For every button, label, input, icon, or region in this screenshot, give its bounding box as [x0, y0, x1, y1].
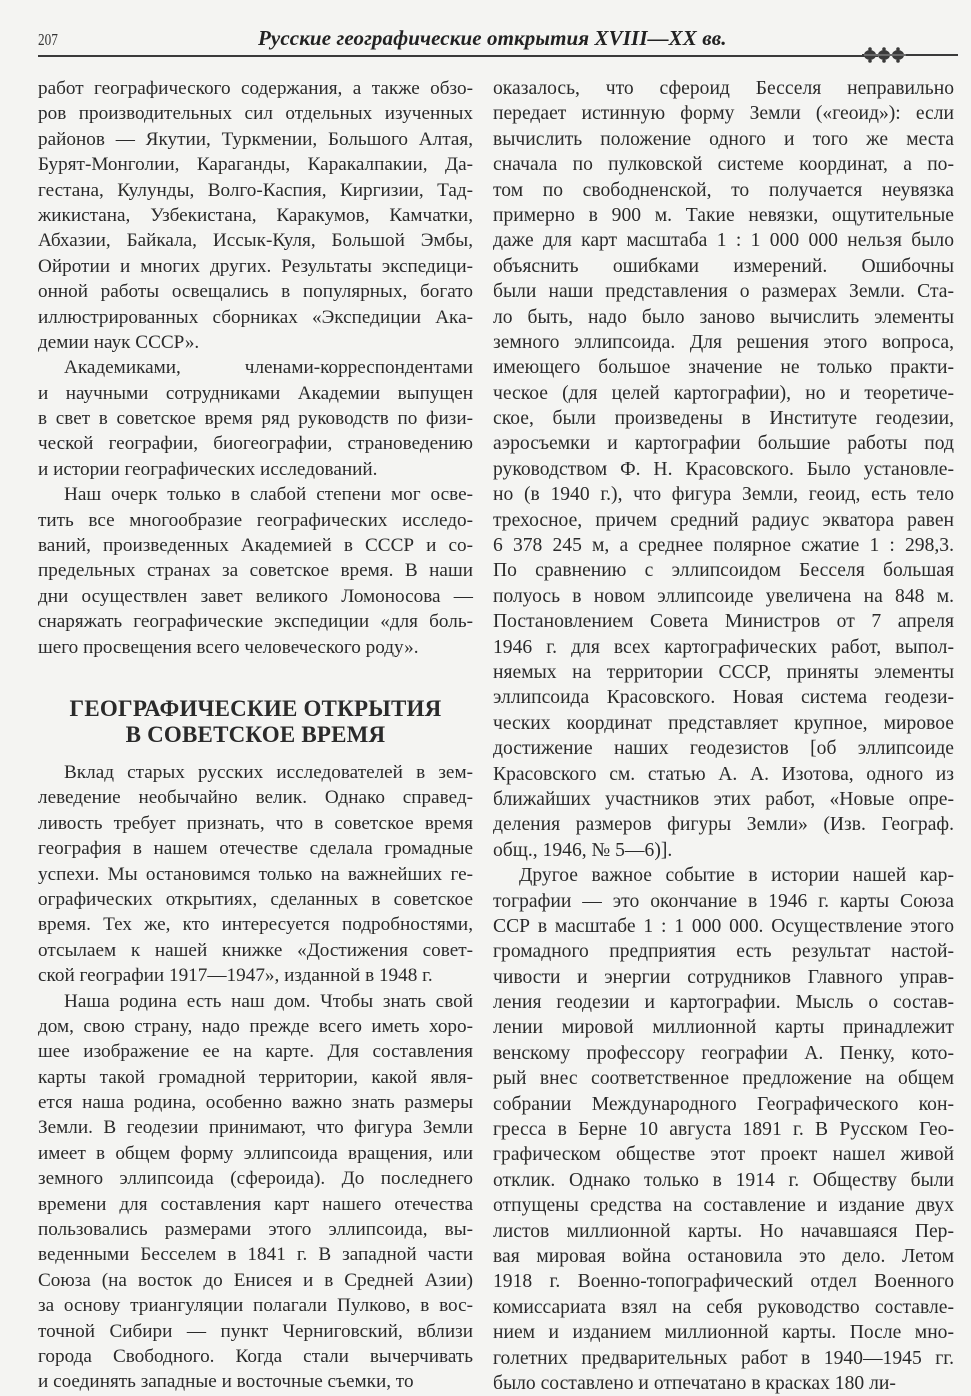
text-line: гресса в Берне 10 августа 1891 г. В Русском Гео-	[493, 1119, 954, 1141]
text-line: дом, свою страну, надо прежде всего иметь хоро-	[38, 1015, 473, 1037]
text-line: голетних предварительных работ в 1940—1945 гг.	[493, 1347, 954, 1369]
text-line: вычислить положение одного и того же места	[493, 128, 954, 150]
text-line: 1946 г. для всех картографических работ, выпол-	[493, 636, 954, 658]
text-line: шего просвещения всего человеческого роду».	[38, 636, 419, 658]
text-line: ческой географии, биогеографии, страноведению	[38, 433, 473, 455]
text-line: общ., 1946, № 5—6)].	[493, 839, 673, 861]
text-line: было составлено и отпечатано в красках 180 ли-	[493, 1372, 896, 1394]
text-line: шее изображение ее на карте. Для составления	[38, 1041, 473, 1063]
text-line: леведение необычайно велик. Однако справед-	[38, 787, 473, 809]
text-line: имеющего большое значение не только практи-	[493, 357, 954, 379]
text-line: города Свободного. Когда стали вычерчивать	[38, 1345, 473, 1367]
text-line: деления размеров фигуры Земли» (Изв. Географ.	[493, 814, 954, 836]
text-line: отсылаем к нашей книжке «Достижения совет-	[38, 939, 473, 961]
running-title: Русские географические открытия XVIII—XX вв.	[258, 26, 727, 50]
text-line: Бурят-Монголии, Караганды, Каракалпакии, Да-	[38, 154, 473, 176]
paragraph	[38, 355, 473, 482]
text-line: география в нашем отечестве сделала громадные	[38, 838, 473, 860]
text-line: вая мировая война остановила это дело. Летом	[493, 1245, 954, 1267]
text-line: ской географии 1917—1947», изданной в 1948 г.	[38, 965, 433, 987]
text-line: громадного предприятия есть результат настой-	[493, 941, 954, 963]
text-line: объяснить ошибками измерений. Ошибочны	[493, 255, 954, 277]
text-line: имеет в общем форму эллипсоида вращения, или	[38, 1142, 473, 1164]
text-line: в свет в советское время ряд руководств по физи-	[38, 408, 473, 430]
text-line: достижение наших геодезистов [об эллипсоиде	[493, 738, 954, 760]
text-line: были наши представления о размерах Земли. Ста-	[493, 281, 954, 303]
header-rule	[38, 55, 878, 57]
text-line: передает истинную форму Земли («геоид»): если	[493, 103, 954, 125]
right-column	[493, 76, 954, 1396]
text-line: эллипсоида Красовского. Новая система геодези-	[493, 687, 954, 709]
text-line: Другое важное событие в истории нашей кар-	[519, 865, 954, 887]
text-line: Союза (на восток до Енисея и в Средней Азии)	[38, 1269, 473, 1291]
text-line: точной Сибири — пункт Черниговский, вблизи	[38, 1320, 473, 1342]
text-line: комиссариата взял на себя руководство составле-	[493, 1296, 954, 1318]
text-line: времени для составления карт нашего отечества	[38, 1193, 473, 1215]
text-line: Абхазии, Байкала, Иссык-Куля, Большой Эмбы,	[38, 230, 473, 252]
text-line: Постановлением Совета Министров от 7 апреля	[493, 611, 954, 633]
text-line: предельных странах за советское время. В наши	[38, 560, 473, 582]
text-line: трехосное, причем средний радиус экватора равен	[493, 509, 954, 531]
page-number: 207	[38, 30, 58, 49]
text-line: Ойротии и многих других. Результаты экспедици-	[38, 255, 473, 277]
text-line: демии наук СССР».	[38, 331, 200, 353]
text-line: Вклад старых русских исследователей в зем-	[64, 761, 473, 783]
text-line: дни осуществлен завет великого Ломоносова —	[38, 585, 473, 607]
text-line: тографии — это окончание в 1946 г. карты Союза	[493, 890, 954, 912]
paragraph	[493, 76, 954, 863]
paragraph	[493, 863, 954, 1396]
text-line: листов миллионной карты. Но начавшаяся Пер-	[493, 1220, 954, 1242]
text-line: графическом обществе этот проект нашел живой	[493, 1144, 954, 1166]
text-line: ческое (для целей картографии), но и теоретиче-	[493, 382, 954, 404]
text-line: ССР в масштабе 1 : 1 000 000. Осуществление этого	[493, 915, 954, 937]
text-line: ближайших участников этих работ, «Новые опре-	[493, 788, 954, 810]
text-line: земного эллипсоида. Для решения этого вопроса,	[493, 331, 954, 353]
text-line: но (в 1940 г.), что фигура Земли, геоид, есть тело	[493, 484, 954, 506]
text-line: ливость требует признать, что в советское время	[38, 812, 473, 834]
text-line: ваний, произведенных Академией в СССР и со-	[38, 535, 473, 557]
text-line: ское, были произведены в Институте геодезии,	[493, 408, 954, 430]
text-line: карты такой громадной территории, какой явля-	[38, 1066, 473, 1088]
section-heading	[38, 696, 473, 748]
text-line: ления геодезии и картографии. Мысль о состав-	[493, 992, 954, 1014]
text-line: ров производительных сил отдельных изученных	[38, 103, 473, 125]
text-line: том по свободненской, то получается неувязка	[493, 179, 954, 201]
text-line: Земли. В геодезии принимают, что фигура Земли	[38, 1117, 473, 1139]
section-heading-line: В СОВЕТСКОЕ ВРЕМЯ	[125, 721, 386, 747]
paragraph	[38, 989, 473, 1395]
left-column	[38, 76, 473, 1395]
text-line: за основу триангуляции полагали Пулково, в вос-	[38, 1295, 473, 1317]
text-line: и соединять западные и восточные съемки, то	[38, 1371, 414, 1393]
text-line: земного эллипсоида (сфероида). До последнего	[38, 1168, 473, 1190]
text-line: онной работы освещались в популярных, богато	[38, 281, 473, 303]
ornament-icon	[862, 44, 958, 66]
paragraph	[38, 76, 473, 355]
paragraph	[38, 760, 473, 989]
text-line: оказалось, что сфероид Бесселя неправильно	[493, 78, 954, 99]
text-line: ется наша родина, особенно важно знать размеры	[38, 1092, 473, 1114]
text-line: отпущены средства на составление и издание двух	[493, 1195, 954, 1217]
text-line: и научными сотрудниками Академии выпущен	[38, 382, 473, 404]
section-heading-line: ГЕОГРАФИЧЕСКИЕ ОТКРЫТИЯ	[69, 695, 442, 721]
text-line: тить все многообразие географических исследо-	[38, 509, 473, 531]
text-line: сначала по пулковской системе координат, а по-	[493, 154, 954, 176]
text-line: полуось в новом эллипсоиде увеличена на 848 м.	[493, 585, 954, 607]
text-line: ческих координат представляет крупное, мировое	[493, 712, 954, 734]
text-line: Наш очерк только в слабой степени мог осве-	[64, 484, 473, 506]
text-line: руководством Ф. Н. Красовского. Было установле-	[493, 458, 954, 480]
text-line: няемых на территории СССР, приняты элементы	[493, 661, 954, 683]
text-line: Красовского см. статью А. А. Изотова, одного из	[493, 763, 954, 785]
text-line: 6 378 245 м, а среднее полярное сжатие 1 : 298,3.	[493, 535, 954, 557]
text-line: гестана, Кулунды, Волго-Каспия, Киргизии, Тад-	[38, 179, 473, 201]
text-line: и истории географических исследований.	[38, 458, 378, 480]
text-line: работ географического содержания, а также обзо-	[38, 78, 473, 99]
text-line: районов — Якутии, Туркмении, Большого Алтая,	[38, 128, 473, 150]
text-line: лении мировой миллионной карты принадлежит	[493, 1017, 954, 1039]
text-line: нием и изданием миллионной карты. После мно-	[493, 1322, 954, 1344]
paragraph	[38, 482, 473, 660]
text-line: примерно в 900 м. Такие невязки, ощутительные	[493, 204, 954, 226]
text-line: По сравнению с эллипсоидом Бесселя большая	[493, 560, 954, 582]
text-line: даже для карт масштаба 1 : 1 000 000 нельзя было	[493, 230, 954, 252]
text-line: ографических открытиях, сделанных в советское	[38, 888, 473, 910]
text-line: успехи. Мы остановимся только на важнейших ге-	[38, 863, 473, 885]
text-line: ло быть, надо было заново вычислить элементы	[493, 306, 954, 328]
text-line: снаряжать географические экспедиции «для боль-	[38, 611, 473, 633]
text-line: жикистана, Узбекистана, Каракумов, Камчатки,	[38, 204, 473, 226]
text-line: венскому профессору географии А. Пенку, кото-	[493, 1042, 954, 1064]
text-line: чивости и энергии сотрудников Главного управ-	[493, 966, 954, 988]
text-line: 1918 г. Военно-топографический отдел Военного	[493, 1271, 954, 1293]
text-line: рый внес соответственное предложение на общем	[493, 1068, 954, 1090]
text-line: отклик. Однако только в 1914 г. Обществу были	[493, 1169, 954, 1191]
text-line: иллюстрированных сборниках «Экспедиции Ака-	[38, 306, 473, 328]
text-line: время. Тех же, кто интересуется подробностями,	[38, 914, 473, 936]
text-line: веденными Бесселем в 1841 г. В западной части	[38, 1244, 473, 1266]
text-line: собрании Международного Географического кон-	[493, 1093, 954, 1115]
text-line: Академиками, членами-корреспондентами	[64, 357, 473, 379]
text-line: пользовались размерами этого эллипсоида, вы-	[38, 1219, 473, 1241]
text-line: аэросъемки и картографии большие работы под	[493, 433, 954, 455]
text-line: Наша родина есть наш дом. Чтобы знать свой	[64, 990, 473, 1012]
